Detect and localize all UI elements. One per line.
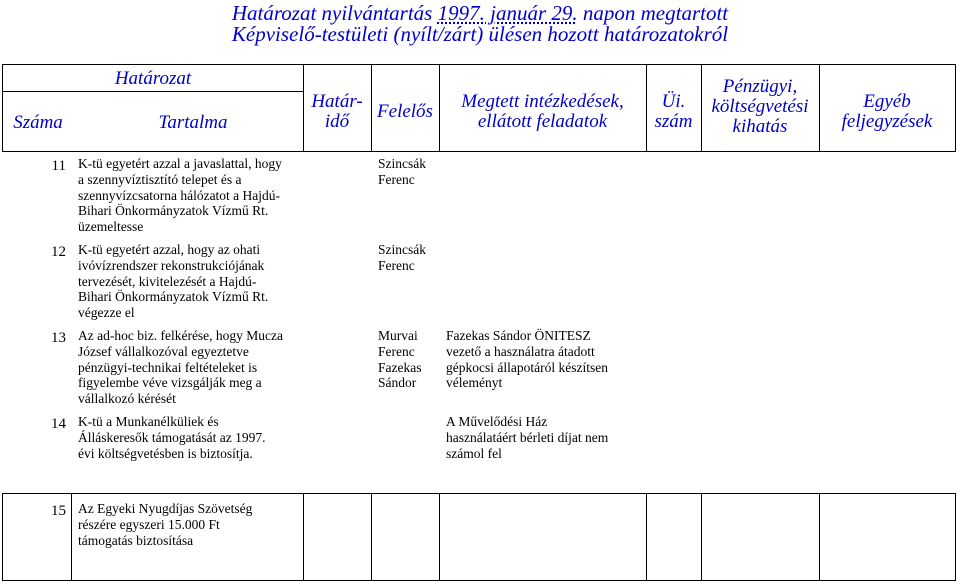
col-divider [303,494,304,580]
resolution-content: Az ad-hoc biz. felkérése, hogy Mucza József vállalkozóval egyeztetve pénzügyi-technikai feltételeket is figyelembe véve vizsgálják meg a vállalkozó kérését [78,328,284,407]
resolution-number: 13 [51,330,66,346]
resolution-content: Az Egyeki Nyugdíjas Szövetség részére egyszeri 15.000 Ft támogatás biztosítása [78,501,253,548]
resolution-responsible: Szincsák Ferenc [378,242,426,273]
page-subtitle: Képviselő-testületi (nyílt/zárt) ülésen hozott határozatokról [231,22,729,46]
header-hatarozat: Határozat [114,68,192,89]
header-ui-szam: Üi. szám [654,91,693,132]
header-penzugyi: Pénzügyi, költségvetési kihatás [711,76,809,137]
resolution-responsible: Murvai Ferenc Fazekas Sándor [378,328,422,391]
header-egyeb: Egyéb feljegyzések [841,91,933,132]
title-suffix: napon megtartott [582,1,729,25]
header-group-divider [3,91,303,92]
header-felelos: Felelős [377,101,433,122]
resolution-actions: Fazekas Sándor ÖNITESZ vezető a használatra átadott gépkocsi állapotáról készítsen véleményt [446,328,608,391]
col-divider [646,494,647,580]
resolution-number: 14 [51,416,66,432]
header-megtett: Megtett intézkedések, ellátott feladatok [461,91,624,132]
resolution-number: 15 [51,503,66,519]
resolution-responsible: Szincsák Ferenc [378,156,426,187]
resolution-content: K-tü a Munkanélküliek és Álláskeresők támogatását az 1997. évi költségvetésben is biztosítja. [78,414,266,461]
resolution-content: K-tü egyetért azzal a javaslattal, hogy a szennyvíztisztító telepet és a szennyvízcsatorna hálózatot a Hajdú- Bihari Önkormányzatok Vízmű Rt. üzemeltesse [78,156,282,235]
resolution-actions: A Művelődési Ház használatáért bérleti díjat nem számol fel [446,414,609,461]
title-prefix: Határozat nyilvántartás [231,1,433,25]
col-divider [439,494,440,580]
header-hatarido: Határ- idő [311,91,363,132]
meeting-date: 1997. január 29. [437,1,578,25]
table-header [2,64,956,152]
header-szama: Száma [13,112,63,133]
col-divider [71,494,72,580]
header-tartalma: Tartalma [158,112,228,133]
resolution-content: K-tü egyetért azzal, hogy az ohati ivóvízrendszer rekonstrukciójának tervezését, kivitelezését a Hajdú- Bihari Önkormányzatok Vízmű Rt. végezze el [78,242,269,321]
col-divider [701,494,702,580]
resolution-number: 11 [51,158,66,174]
col-divider [371,494,372,580]
col-divider [819,494,820,580]
resolution-number: 12 [51,244,66,260]
